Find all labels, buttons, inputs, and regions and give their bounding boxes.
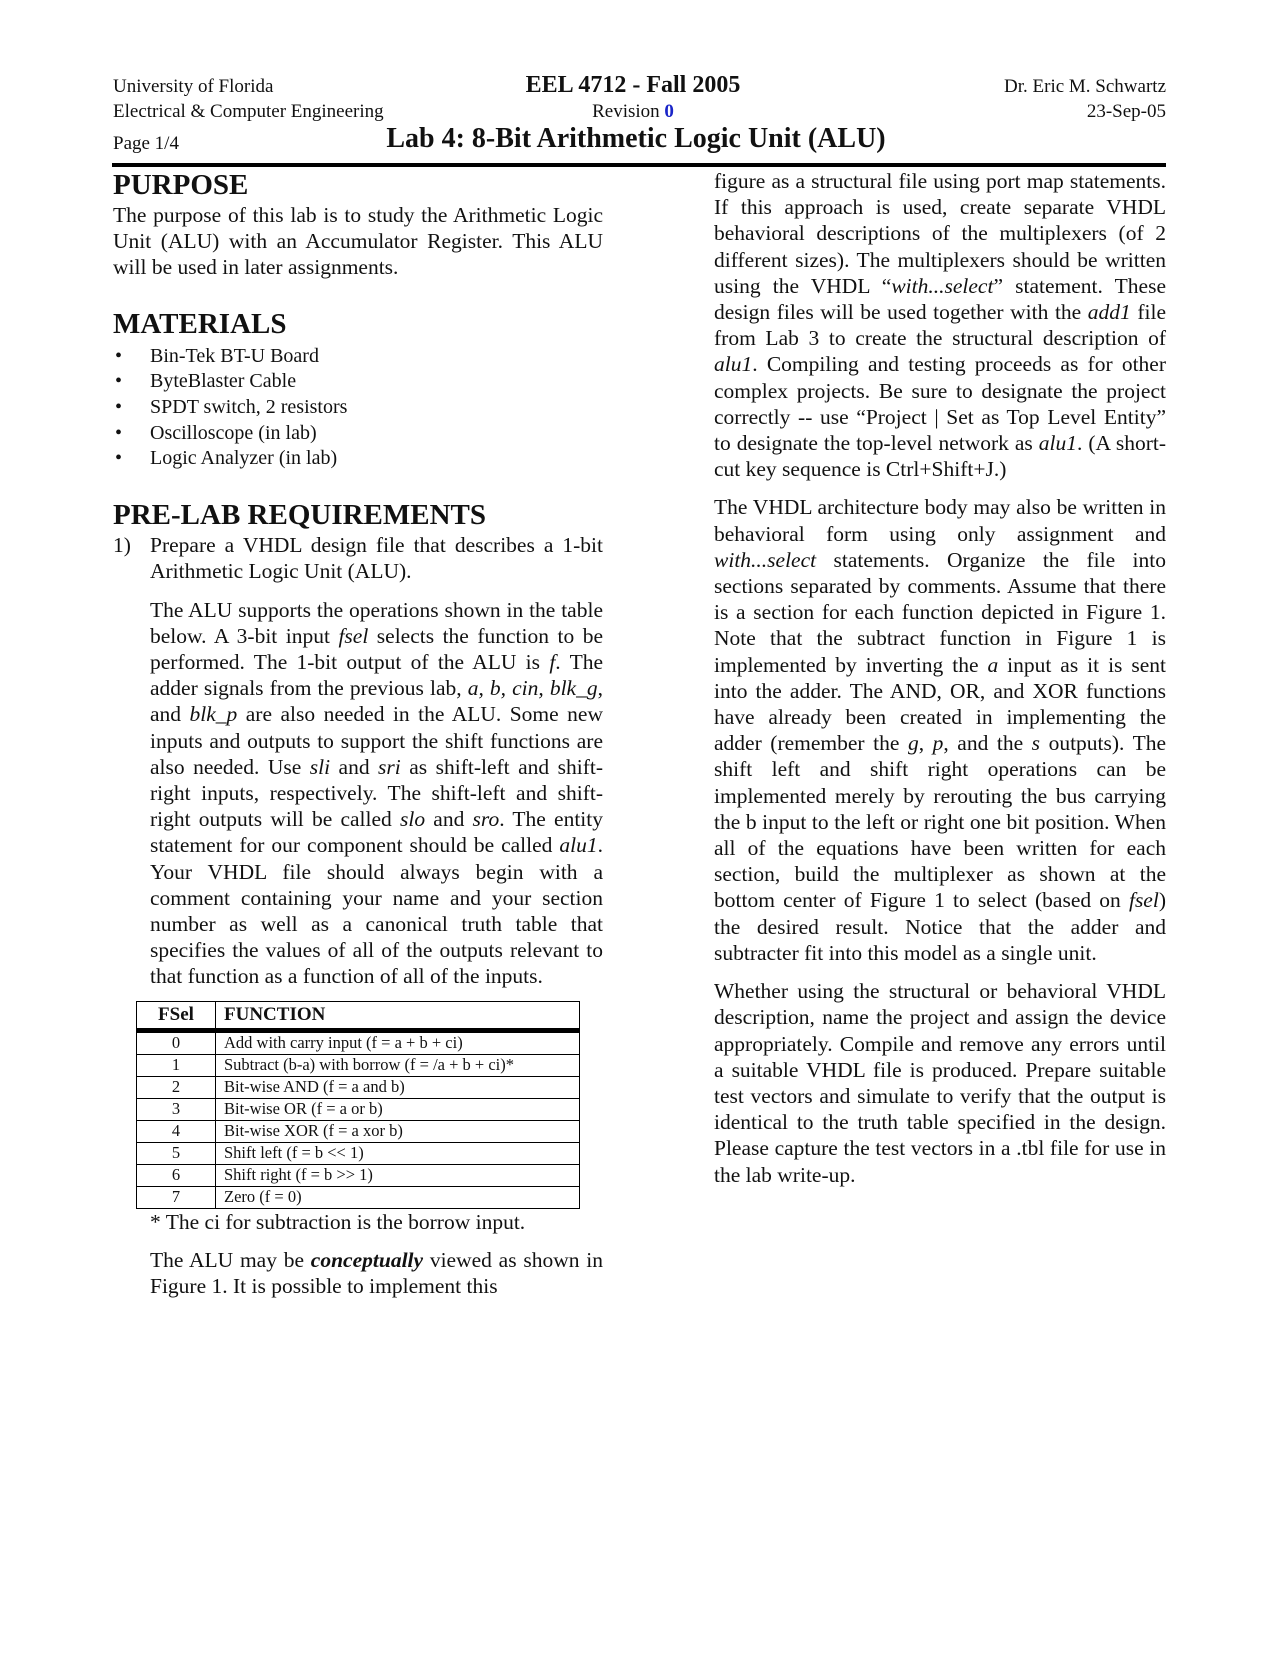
revision-label: Revision — [592, 101, 660, 122]
course-title: EEL 4712 - Fall 2005 — [525, 72, 741, 98]
table-row: 0 Add with carry input (f = a + b + ci) — [137, 1030, 580, 1054]
function-table — [136, 1001, 580, 1209]
materials-list — [113, 344, 603, 473]
header-rule — [112, 163, 1166, 167]
conceptual-view-text: The ALU may be conceptually viewed as shown in Figure 1. It is possible to implement this — [150, 1247, 603, 1298]
left-column — [113, 168, 603, 1299]
table-footnote: * The ci for subtraction is the borrow input. — [150, 1209, 526, 1234]
list-item: • Logic Analyzer (in lab) — [115, 447, 338, 470]
right-column — [714, 168, 1166, 1188]
table-row: 6 Shift right (f = b >> 1) — [137, 1164, 580, 1186]
revision — [540, 101, 726, 123]
item-number: 1) — [113, 533, 131, 558]
table-row: 2 Bit-wise AND (f = a and b) — [137, 1076, 580, 1098]
structural-approach-text: figure as a structural file using port map statements. If this approach is used, create separate VHDL behavioral descriptions of the multiplexers (of 2 different sizes). The multiplexers should be written using the VHDL “with...select” statement. These design files will be used together with the add1 file from Lab 3 to create the structural description of alu1. Compiling and testing proceeds as for other complex projects. Be sure to designate the project correctly -- use “Project | Set as Top Level Entity” to designate the top-level network as alu1. (A short-cut key sequence is Ctrl+Shift+J.) — [714, 169, 1166, 482]
behavioral-approach-text: The VHDL architecture body may also be written in behavioral form using only assignment and with...select statements. Organize the file into sections separated by comments. Assume that there is a section for each function depicted in Figure 1. Note that the subtract function in Figure 1 is implemented by inverting the a input as it is sent into the adder. The AND, OR, and XOR functions have already been created in implementing the adder (remember the g, p, and the s outputs). The shift left and shift right operations can be implemented merely by rerouting the bus carrying the b input to the left or right one bit position. When all of the equations have been written for each section, build the multiplexer as shown at the bottom center of Figure 1 to select (based on fsel) the desired result. Notice that the adder and subtracter fit into this model as a single unit. — [714, 495, 1167, 965]
materials-heading: MATERIALS — [113, 307, 287, 340]
alu-description: The ALU supports the operations shown in the table below. A 3-bit input fsel selects the function to be performed. The 1-bit output of the ALU is f. The adder signals from the previous lab, a, b, cin, blk_g, and blk_p are also needed in the ALU. Some new inputs and outputs to support the shift functions are also needed. Use sli and sri as shift-left and shift-right inputs, respectively. The shift-left and shift-right outputs will be called slo and sro. The entity statement for our component should be called alu1. Your VHDL file should always begin with a comment containing your name and your section number as well as a canonical truth table that specifies the values of all of the outputs relevant to that function as a function of all of the inputs. — [150, 597, 604, 989]
table-header: FSel — [137, 1001, 216, 1030]
table-row: 7 Zero (f = 0) — [137, 1186, 580, 1208]
purpose-text: The purpose of this lab is to study the Arithmetic Logic Unit (ALU) with an Accumulator Register. This ALU will be used in later assignments. — [113, 203, 603, 280]
table-row: 4 Bit-wise XOR (f = a xor b) — [137, 1120, 580, 1142]
prelab-item-1 — [113, 532, 603, 584]
revision-number: 0 — [664, 101, 674, 122]
item-text: Prepare a VHDL design file that describes a 1-bit Arithmetic Logic Unit (ALU). — [150, 533, 603, 584]
prelab-heading: PRE-LAB REQUIREMENTS — [113, 499, 487, 532]
page-title: Lab 4: 8-Bit Arithmetic Logic Unit (ALU) — [386, 123, 886, 154]
compile-simulate-text: Whether using the structural or behavioral VHDL description, name the project and assign the device appropriately. Compile and remove any errors until a suitable VHDL file is produced. Prepare suitable test vectors and simulate to verify that the output is identical to the truth table specified in the design. Please capture the test vectors in a .tbl file for use in the lab write-up. — [714, 979, 1166, 1187]
list-item: • Oscilloscope (in lab) — [115, 421, 317, 444]
purpose-heading: PURPOSE — [113, 169, 249, 201]
university-name: University of Florida — [113, 76, 274, 97]
document-date: 23-Sep-05 — [1086, 101, 1166, 122]
table-row: 3 Bit-wise OR (f = a or b) — [137, 1098, 580, 1120]
table-header: FUNCTION — [216, 1001, 580, 1030]
page-number: Page 1/4 — [113, 133, 179, 154]
author-name: Dr. Eric M. Schwartz — [1004, 76, 1166, 97]
list-item: • SPDT switch, 2 resistors — [115, 396, 348, 419]
list-item: • ByteBlaster Cable — [115, 370, 297, 393]
table-row: 1 Subtract (b-a) with borrow (f = /a + b + ci)* — [137, 1054, 580, 1076]
list-item: • Bin-Tek BT-U Board — [115, 344, 319, 367]
department-name: Electrical & Computer Engineering — [113, 101, 384, 122]
table-row: 5 Shift left (f = b << 1) — [137, 1142, 580, 1164]
